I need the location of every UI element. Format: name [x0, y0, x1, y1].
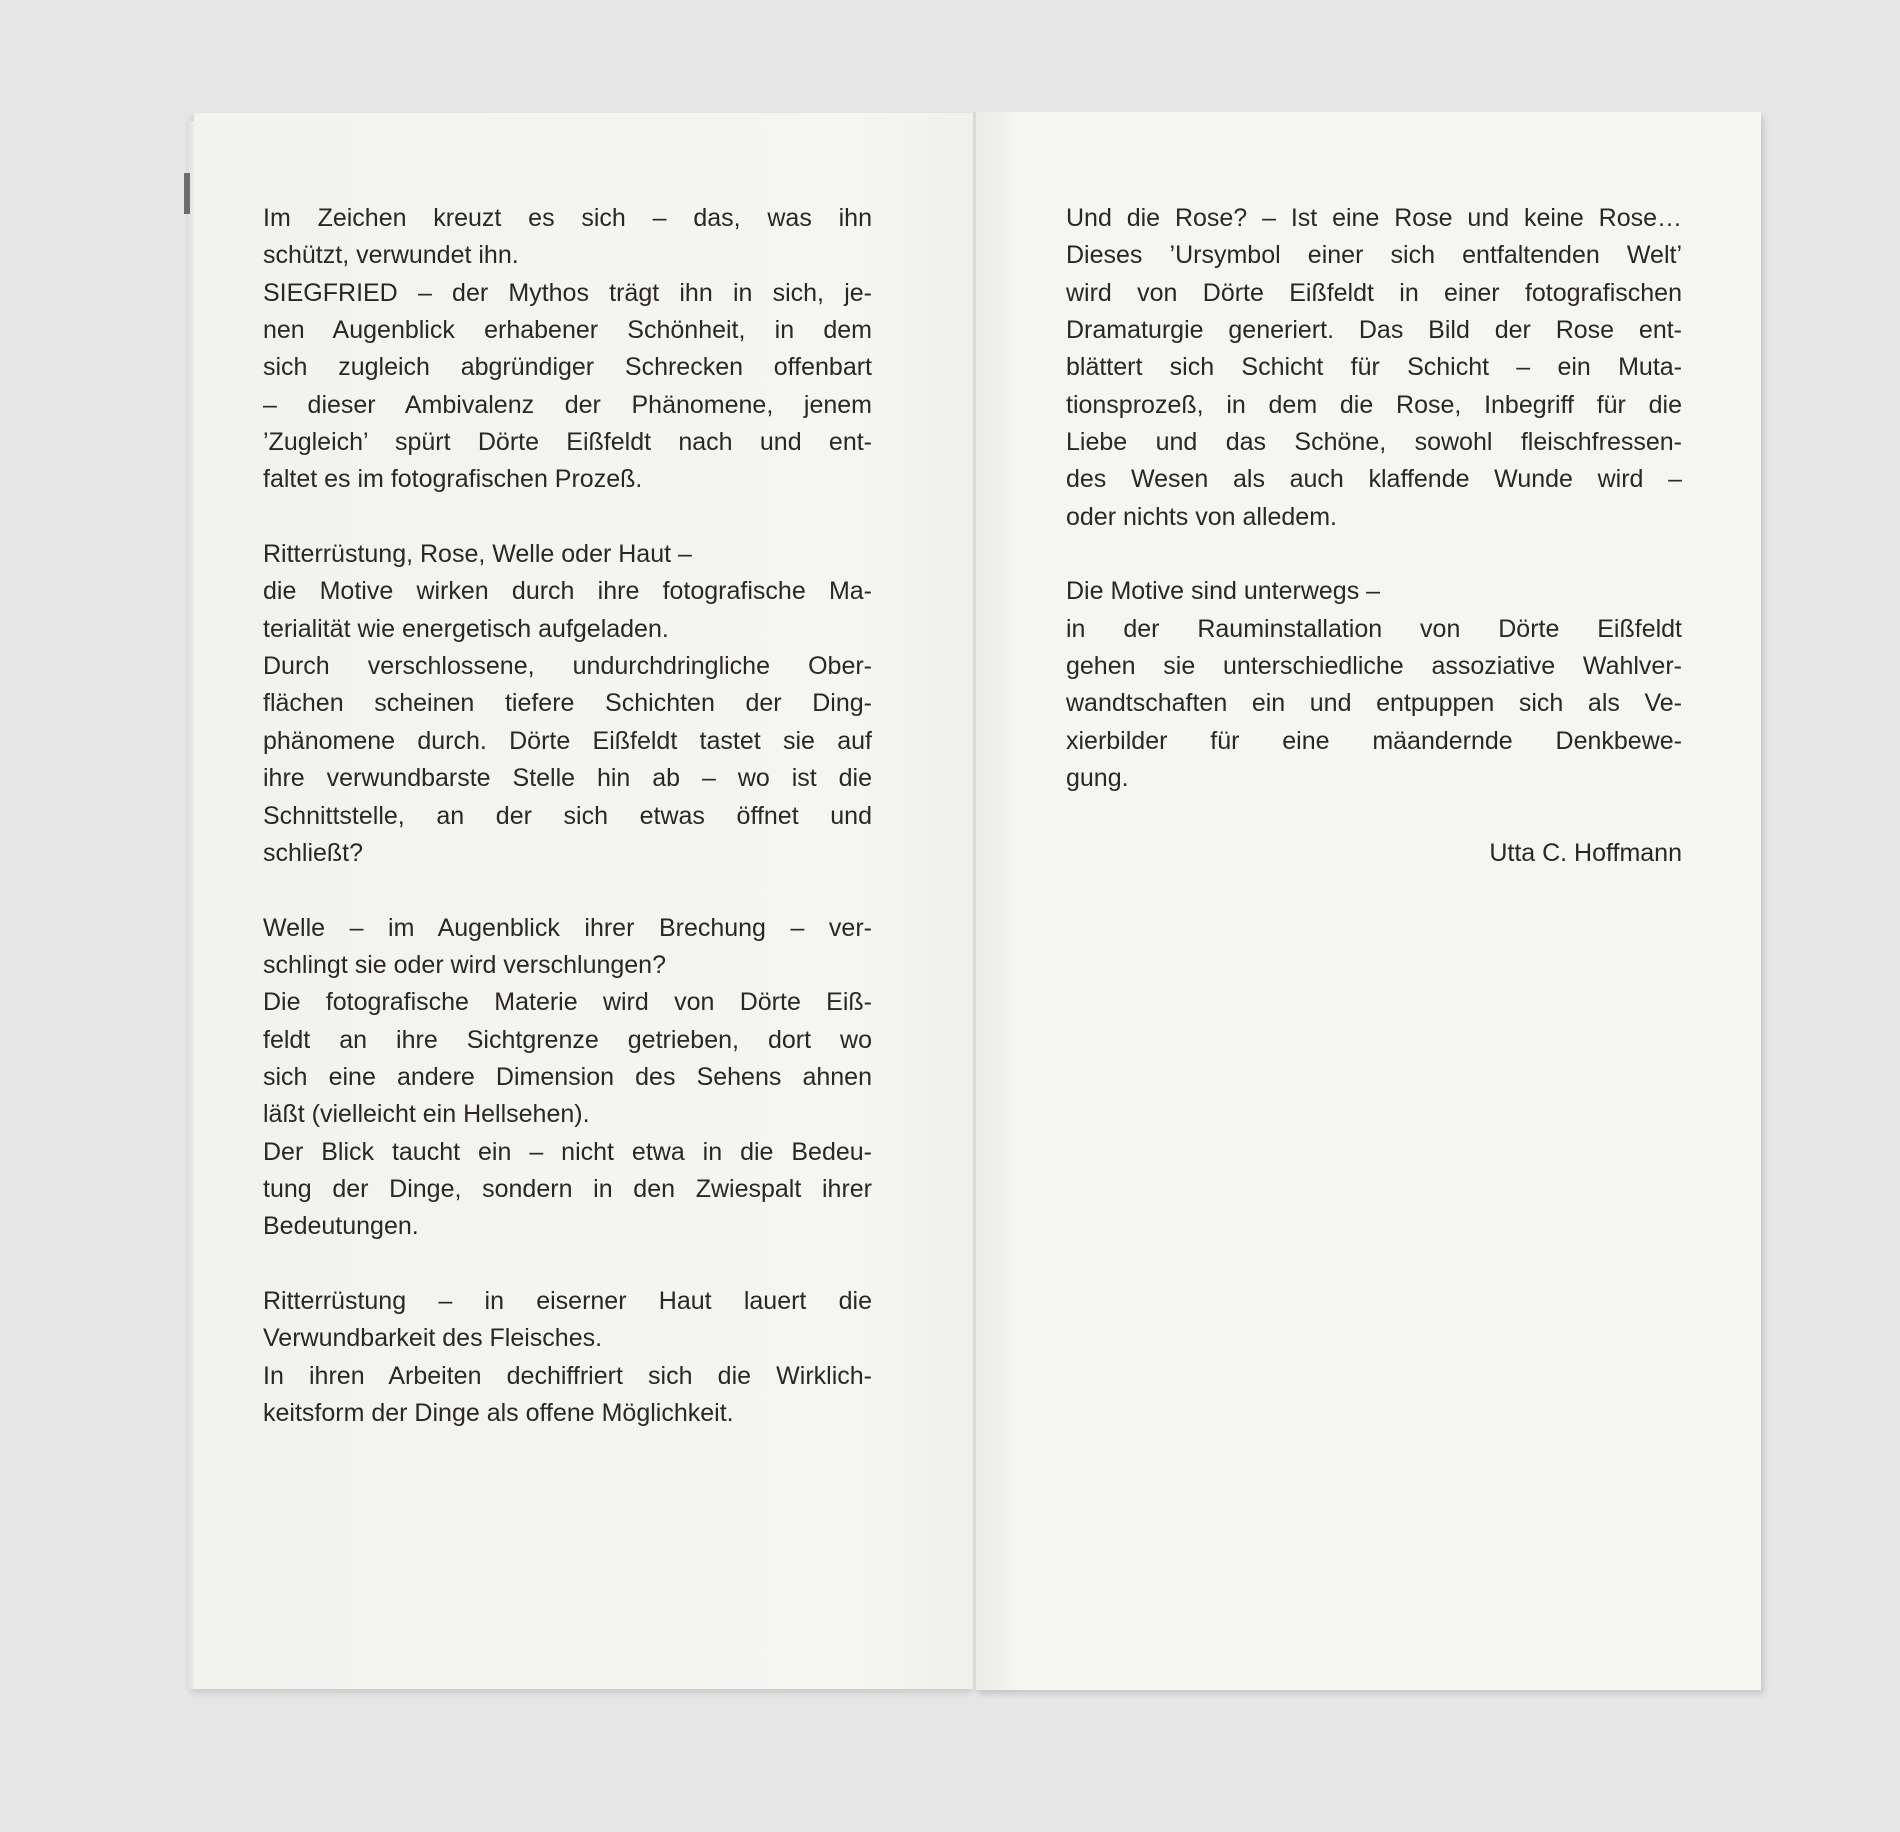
text-line: tung der Dinge, sondern in den Zwiespalt ihrer	[263, 1174, 872, 1203]
text-line: Die fotografische Materie wird von Dörte Eiß-	[263, 988, 872, 1017]
text-line: des Wesen als auch klaffende Wunde wird –	[1066, 465, 1682, 494]
text-line: Verwundbarkeit des Fleisches.	[263, 1324, 603, 1353]
left-text-column	[263, 200, 872, 1432]
paragraph-gap	[1066, 536, 1682, 573]
text-line: gung.	[1066, 764, 1129, 793]
text-line: feldt an ihre Sichtgrenze getrieben, dort wo	[263, 1025, 872, 1054]
paragraph	[263, 910, 872, 1246]
text-line: in der Rauminstallation von Dörte Eißfeldt	[1066, 614, 1682, 643]
text-line: keitsform der Dinge als offene Möglichkeit.	[263, 1399, 734, 1427]
right-text-column	[1066, 200, 1682, 872]
paragraph-gap	[263, 1246, 872, 1283]
text-line: faltet es im fotografischen Prozeß.	[263, 465, 643, 494]
paragraph-gap	[263, 499, 872, 536]
book-spine	[973, 112, 976, 1690]
text-line: tionsprozeß, in dem die Rose, Inbegriff für die	[1066, 390, 1682, 419]
text-line: Liebe und das Schöne, sowohl fleischfressen-	[1066, 428, 1682, 457]
text-line: – dieser Ambivalenz der Phänomene, jenem	[263, 390, 872, 419]
text-line: wird von Dörte Eißfeldt in einer fotografischen	[1066, 278, 1682, 307]
text-line: Ritterrüstung, Rose, Welle oder Haut –	[263, 540, 692, 569]
text-line: ’Zugleich’ spürt Dörte Eißfeldt nach und ent-	[263, 428, 872, 457]
text-line: terialität wie energetisch aufgeladen.	[263, 614, 669, 643]
text-line: oder nichts von alledem.	[1066, 502, 1337, 531]
text-line: sich zugleich abgründiger Schrecken offenbart	[263, 353, 872, 382]
page-edge-marker	[184, 173, 190, 214]
paragraph	[1066, 200, 1682, 536]
text-line: In ihren Arbeiten dechiffriert sich die Wirklich-	[263, 1361, 872, 1390]
text-line: wandtschaften ein und entpuppen sich als Ve-	[1066, 689, 1682, 718]
text-line: Durch verschlossene, undurchdringliche Ober-	[263, 652, 872, 681]
text-line: Bedeutungen.	[263, 1212, 419, 1241]
text-line: nen Augenblick erhabener Schönheit, in dem	[263, 316, 872, 345]
text-line: Und die Rose? – Ist eine Rose und keine Rose…	[1066, 204, 1682, 232]
text-line: SIEGFRIED – der Mythos trägt ihn in sich, je-	[263, 278, 872, 307]
text-line: phänomene durch. Dörte Eißfeldt tastet sie auf	[263, 726, 872, 755]
text-line: sich eine andere Dimension des Sehens ahnen	[263, 1062, 872, 1091]
text-line: xierbilder für eine mäandernde Denkbewe-	[1066, 726, 1682, 755]
author-signature: Utta C. Hoffmann	[1489, 838, 1682, 867]
paragraph	[263, 1283, 872, 1432]
text-line: schließt?	[263, 838, 364, 867]
paragraph-gap	[263, 872, 872, 909]
text-line: flächen scheinen tiefere Schichten der Ding-	[263, 689, 872, 718]
text-line: die Motive wirken durch ihre fotografische Ma-	[263, 577, 872, 606]
text-line: ihre verwundbarste Stelle hin ab – wo ist die	[263, 764, 872, 793]
text-line: Welle – im Augenblick ihrer Brechung – ver-	[263, 913, 872, 942]
text-line: schützt, verwundet ihn.	[263, 241, 519, 270]
text-line: Der Blick taucht ein – nicht etwa in die Bedeu-	[263, 1137, 872, 1166]
paragraph-gap	[1066, 798, 1682, 835]
paragraph	[263, 536, 872, 872]
text-line: blättert sich Schicht für Schicht – ein Muta-	[1066, 353, 1682, 382]
text-line: Im Zeichen kreuzt es sich – das, was ihn	[263, 204, 872, 232]
text-line: schlingt sie oder wird verschlungen?	[263, 950, 666, 979]
text-line: gehen sie unterschiedliche assoziative Wahlver-	[1066, 652, 1682, 681]
paragraph	[263, 200, 872, 499]
paragraph	[1066, 573, 1682, 797]
text-line: Dramaturgie generiert. Das Bild der Rose ent-	[1066, 316, 1682, 345]
text-line: Ritterrüstung – in eiserner Haut lauert die	[263, 1286, 872, 1315]
text-line: Dieses ’Ursymbol einer sich entfaltenden Welt’	[1066, 241, 1682, 270]
text-line: läßt (vielleicht ein Hellsehen).	[263, 1100, 590, 1129]
text-line: Schnittstelle, an der sich etwas öffnet und	[263, 801, 872, 830]
text-line: Die Motive sind unterwegs –	[1066, 577, 1381, 606]
